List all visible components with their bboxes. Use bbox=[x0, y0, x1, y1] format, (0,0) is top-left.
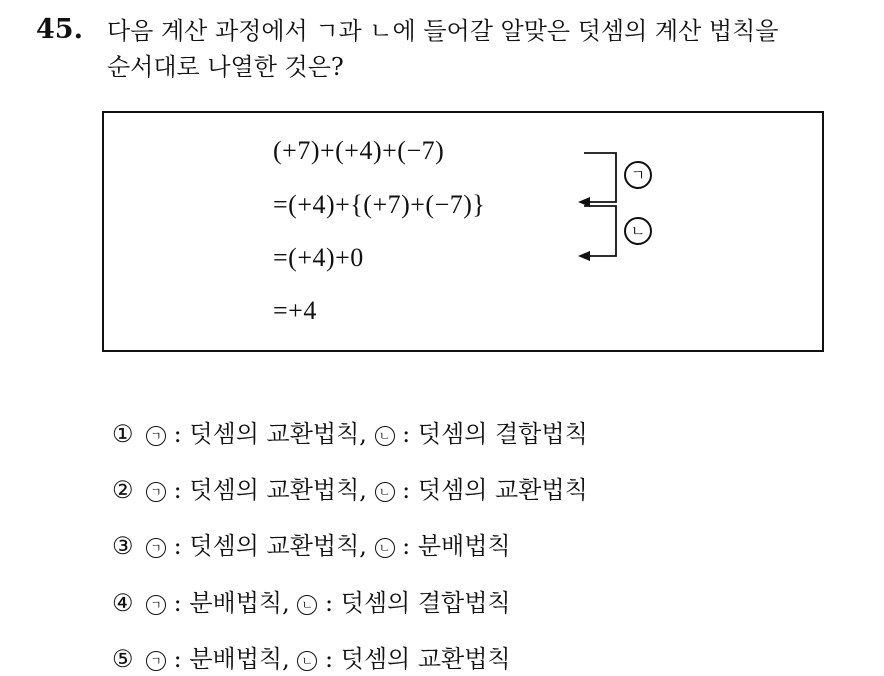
option-number: ⑤ bbox=[112, 645, 134, 673]
option-mark-a: ㄱ bbox=[146, 595, 166, 615]
step-label-a: ㄱ bbox=[624, 161, 652, 189]
option-text-b: : 덧셈의 결합법칙 bbox=[317, 589, 511, 617]
step-arrows bbox=[104, 113, 822, 350]
arrow-head-2 bbox=[578, 251, 590, 261]
option-mark-b: ㄴ bbox=[375, 482, 395, 502]
equation-line-4: =+4 bbox=[273, 296, 317, 325]
equation-line-1: (+7)+(+4)+(−7) bbox=[273, 136, 445, 165]
equation-line-2: =(+4)+{(+7)+(−7)} bbox=[273, 190, 486, 219]
question-number: 45. bbox=[36, 14, 83, 45]
option-mark-b: ㄴ bbox=[297, 651, 317, 671]
calculation-box bbox=[102, 111, 824, 352]
option-mark-a: ㄱ bbox=[146, 426, 166, 446]
option-text-b: : 분배법칙 bbox=[394, 532, 511, 560]
question-text-line-2: 순서대로 나열한 것은? bbox=[107, 53, 344, 81]
option-text-a: : 덧셈의 교환법칙, bbox=[166, 476, 375, 504]
option-mark-b: ㄴ bbox=[375, 426, 395, 446]
option-text-a: : 덧셈의 교환법칙, bbox=[166, 532, 375, 560]
answer-option-4[interactable] bbox=[112, 588, 511, 618]
step-label-b: ㄴ bbox=[624, 217, 652, 245]
option-text-a: : 분배법칙, bbox=[166, 645, 298, 673]
answer-option-5[interactable] bbox=[112, 644, 511, 674]
option-text-a: : 분배법칙, bbox=[166, 589, 298, 617]
option-mark-b: ㄴ bbox=[375, 538, 395, 558]
option-text-b: : 덧셈의 교환법칙 bbox=[317, 645, 511, 673]
option-mark-a: ㄱ bbox=[146, 538, 166, 558]
question-text-line-1: 다음 계산 과정에서 ㄱ과 ㄴ에 들어갈 알맞은 덧셈의 계산 법칙을 bbox=[107, 17, 779, 45]
option-mark-b: ㄴ bbox=[297, 595, 317, 615]
arrow-step-2 bbox=[584, 206, 616, 256]
option-number: ① bbox=[112, 420, 134, 448]
option-text-a: : 덧셈의 교환법칙, bbox=[166, 420, 375, 448]
option-number: ③ bbox=[112, 532, 134, 560]
answer-option-3[interactable] bbox=[112, 531, 511, 561]
equation-line-3: =(+4)+0 bbox=[273, 243, 364, 272]
answer-option-1[interactable] bbox=[112, 419, 588, 449]
option-text-b: : 덧셈의 결합법칙 bbox=[394, 420, 588, 448]
option-number: ② bbox=[112, 476, 134, 504]
answer-option-2[interactable] bbox=[112, 475, 588, 505]
option-mark-a: ㄱ bbox=[146, 482, 166, 502]
option-mark-a: ㄱ bbox=[146, 651, 166, 671]
arrow-step-1 bbox=[584, 153, 616, 202]
option-text-b: : 덧셈의 교환법칙 bbox=[394, 476, 588, 504]
option-number: ④ bbox=[112, 589, 134, 617]
